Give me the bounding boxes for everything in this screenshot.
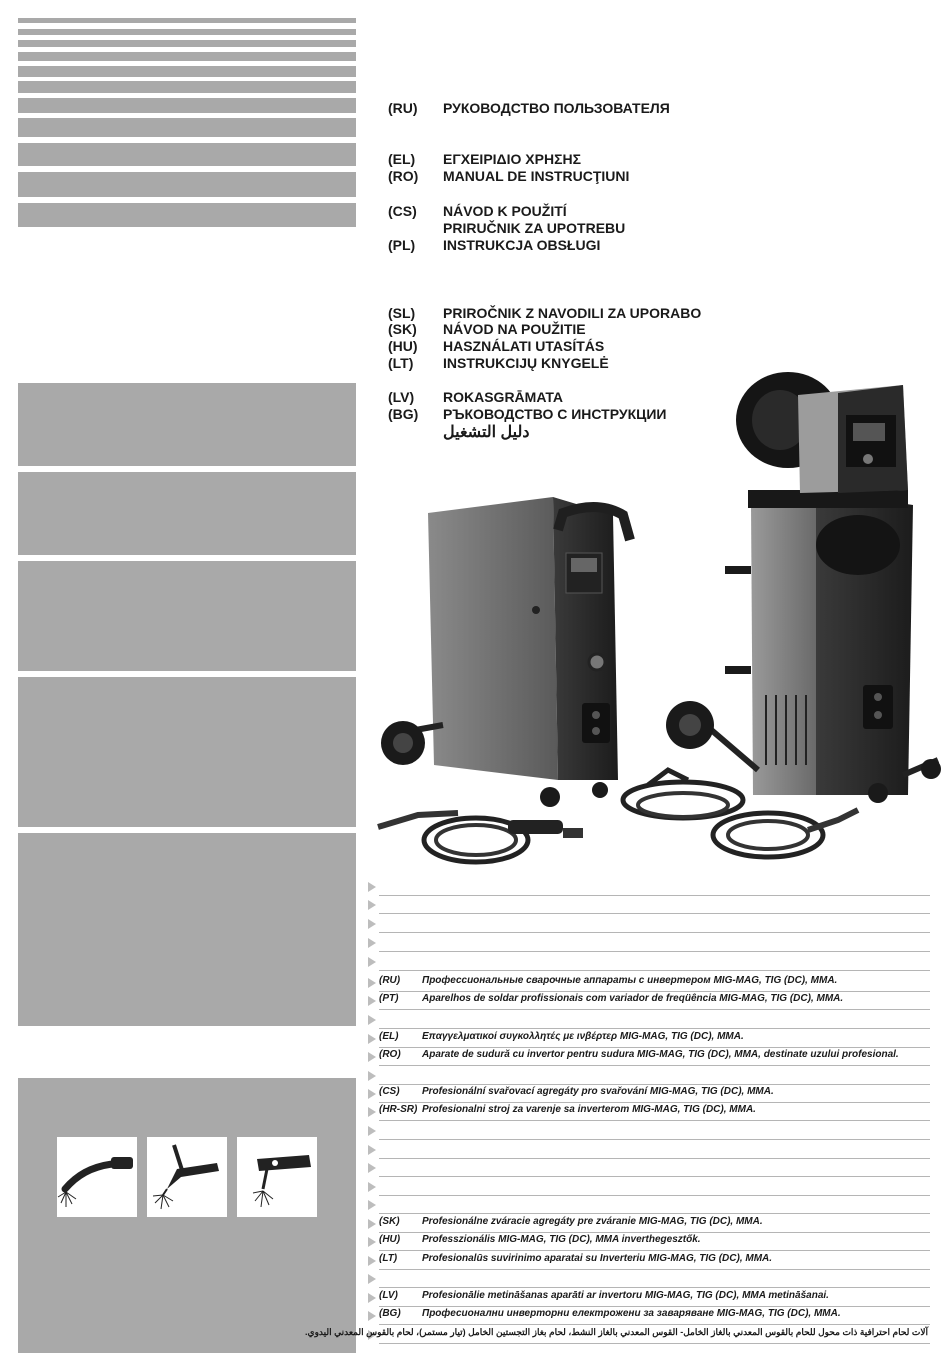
row-rule: [379, 1065, 930, 1066]
stripe: [18, 98, 356, 113]
description-text: Profesionálne zváracie agregáty pre zváranie MIG-MAG, TIG (DC), MMA.: [422, 1216, 763, 1227]
stripe: [18, 18, 356, 23]
description-row: [366, 974, 930, 992]
description-row: [366, 934, 930, 952]
bullet-arrow-icon: [368, 1256, 376, 1266]
title-text: ΕΓΧΕΙΡΙΔΙΟ ΧΡΗΣΗΣ: [443, 151, 581, 167]
lang-code: (HU): [388, 338, 418, 354]
row-rule: [379, 1213, 930, 1214]
title-text: РУКОВОДСТВО ПОЛЬЗОВАТЕЛЯ: [443, 100, 670, 116]
bullet-arrow-icon: [368, 1089, 376, 1099]
row-rule: [379, 1287, 930, 1288]
title-text: INSTRUKCJA OBSŁUGI: [443, 237, 601, 253]
lang-code: (RO): [379, 1049, 401, 1060]
lang-code: (BG): [388, 406, 419, 422]
bullet-arrow-icon: [368, 1182, 376, 1192]
description-text: Професионални инверторни електрожени за заваряване MIG-MAG, TIG (DC), MMA.: [422, 1308, 841, 1319]
stripe: [18, 172, 356, 197]
description-row: [366, 1159, 930, 1177]
bullet-arrow-icon: [368, 1311, 376, 1321]
lang-code: (RO): [388, 168, 419, 184]
description-row: [366, 1122, 930, 1140]
gray-panel: [18, 472, 356, 555]
bullet-arrow-icon: [368, 1293, 376, 1303]
gray-panel: [18, 677, 356, 827]
bullet-arrow-icon: [368, 919, 376, 929]
lang-code: (RU): [388, 100, 418, 116]
bullet-arrow-icon: [368, 1015, 376, 1025]
row-rule: [379, 1250, 930, 1251]
title-text: PRIROČNIK Z NAVODILI ZA UPORABO: [443, 305, 702, 321]
description-row: [366, 1030, 930, 1048]
description-row: [366, 1178, 930, 1196]
bullet-arrow-icon: [368, 1145, 376, 1155]
description-row: [366, 1252, 930, 1270]
arabic-title: دليل التشغيل: [443, 424, 530, 441]
title-text: PRIRUČNIK ZA UPOTREBU: [443, 220, 626, 236]
lang-code: (SK): [379, 1216, 400, 1227]
stripe: [18, 66, 356, 77]
description-row: [366, 1011, 930, 1029]
bullet-arrow-icon: [368, 1237, 376, 1247]
row-rule: [379, 1324, 930, 1325]
description-text: آلات لحام احترافية ذات محول للحام بالقوس المعدني بالغاز الخامل- القوس المعدني بالغاز النشط، لحام بغاز التجستين الخامل (تيار مستمر)، لحام بالقوس المعدني اليدوي.: [305, 1327, 928, 1337]
description-row: [366, 1048, 930, 1066]
description-row: [366, 878, 930, 896]
description-row: [366, 1103, 930, 1121]
bullet-arrow-icon: [368, 1071, 376, 1081]
title-text: NÁVOD NA POUŽITIE: [443, 321, 586, 337]
lang-code: (PT): [379, 993, 399, 1004]
lang-code: (BG): [379, 1308, 401, 1319]
description-row: [366, 896, 930, 914]
description-text: Aparate de sudură cu invertor pentru sudura MIG-MAG, TIG (DC), MMA, destinate uzului profesional.: [422, 1049, 899, 1060]
description-text: Profesionalni stroj za varenje sa inverterom MIG-MAG, TIG (DC), MMA.: [422, 1104, 756, 1115]
description-text: Professzionális MIG-MAG, TIG (DC), MMA inverthegesztők.: [422, 1234, 701, 1245]
description-row: [366, 1067, 930, 1085]
row-rule: [379, 1028, 930, 1029]
stripe: [18, 143, 356, 166]
row-rule: [379, 970, 930, 971]
description-row: [366, 1085, 930, 1103]
lang-code: (CS): [379, 1086, 400, 1097]
lang-code: (EL): [379, 1031, 399, 1042]
title-text: NÁVOD K POUŽITÍ: [443, 203, 567, 219]
lang-code: (LT): [379, 1253, 398, 1264]
row-rule: [379, 951, 930, 952]
mma-electrode-icon: [237, 1137, 317, 1217]
description-text: Profesionální svařovací agregáty pro svařování MIG-MAG, TIG (DC), MMA.: [422, 1086, 774, 1097]
bullet-arrow-icon: [368, 1163, 376, 1173]
row-rule: [379, 1176, 930, 1177]
lang-code: (RU): [379, 975, 401, 986]
description-row: [366, 1289, 930, 1307]
bullet-arrow-icon: [368, 1052, 376, 1062]
stripe: [18, 52, 356, 61]
description-row: [366, 992, 930, 1010]
description-row: [366, 1270, 930, 1288]
row-rule: [379, 1009, 930, 1010]
description-row: [366, 1233, 930, 1251]
stripe: [18, 29, 356, 35]
bullet-arrow-icon: [368, 1200, 376, 1210]
row-rule: [379, 1343, 930, 1344]
bullet-arrow-icon: [368, 900, 376, 910]
lang-code: (CS): [388, 203, 417, 219]
description-text: Επαγγελματικοί συγκολλητές με ινβέρτερ MIG-MAG, TIG (DC), MMA.: [422, 1031, 744, 1042]
lang-code: (LV): [388, 389, 415, 405]
description-text: Профессиональные сварочные аппараты с инвертером MIG-MAG, TIG (DC), MMA.: [422, 975, 838, 986]
title-text: INSTRUKCIJŲ KNYGELĖ: [443, 355, 609, 371]
description-row: [366, 915, 930, 933]
lang-code: (PL): [388, 237, 416, 253]
gray-panel: [18, 383, 356, 466]
lang-code: (HR-SR): [379, 1104, 418, 1115]
bullet-arrow-icon: [368, 1034, 376, 1044]
bullet-arrow-icon: [368, 978, 376, 988]
description-text: Profesionalūs suvirinimo aparatai su Inverteriu MIG-MAG, TIG (DC), MMA.: [422, 1253, 773, 1264]
bullet-arrow-icon: [368, 1219, 376, 1229]
stripe: [18, 118, 356, 137]
title-text: РЪКОВОДСТВО С ИНСТРУКЦИИ: [443, 406, 667, 422]
lang-code: (HU): [379, 1234, 401, 1245]
row-rule: [379, 1120, 930, 1121]
description-row: [366, 1307, 930, 1325]
product-photo: [368, 365, 948, 875]
mig-torch-icon: [57, 1137, 137, 1217]
lang-code: (SL): [388, 305, 416, 321]
bullet-arrow-icon: [368, 1126, 376, 1136]
lang-code: (SK): [388, 321, 417, 337]
row-rule: [379, 1139, 930, 1140]
title-text: ROKASGRĀMATA: [443, 389, 564, 405]
title-text: HASZNÁLATI UTASÍTÁS: [443, 338, 605, 354]
tig-torch-icon: [147, 1137, 227, 1217]
stripe: [18, 81, 356, 93]
gray-panel: [18, 833, 356, 1026]
stripe: [18, 40, 356, 47]
description-text: Aparelhos de soldar profissionais com variador de freqüência MIG-MAG, TIG (DC), MMA.: [422, 993, 844, 1004]
description-text: Profesionālie metināšanas aparāti ar invertoru MIG-MAG, TIG (DC), MMA metināšanai.: [422, 1290, 829, 1301]
description-row: [305, 1326, 930, 1344]
lang-code: (EL): [388, 151, 416, 167]
description-row: [366, 1215, 930, 1233]
bullet-arrow-icon: [368, 1107, 376, 1117]
bullet-arrow-icon: [368, 882, 376, 892]
lang-code: (LV): [379, 1290, 398, 1301]
stripe: [18, 203, 356, 227]
bullet-arrow-icon: [368, 957, 376, 967]
description-row: [366, 1196, 930, 1214]
description-row: [366, 953, 930, 971]
row-rule: [379, 932, 930, 933]
lang-code: (LT): [388, 355, 414, 371]
bullet-arrow-icon: [368, 996, 376, 1006]
bullet-arrow-icon: [368, 938, 376, 948]
description-row: [366, 1141, 930, 1159]
title-text: MANUAL DE INSTRUCŢIUNI: [443, 168, 630, 184]
row-rule: [379, 913, 930, 914]
bullet-arrow-icon: [368, 1274, 376, 1284]
gray-panel: [18, 561, 356, 671]
